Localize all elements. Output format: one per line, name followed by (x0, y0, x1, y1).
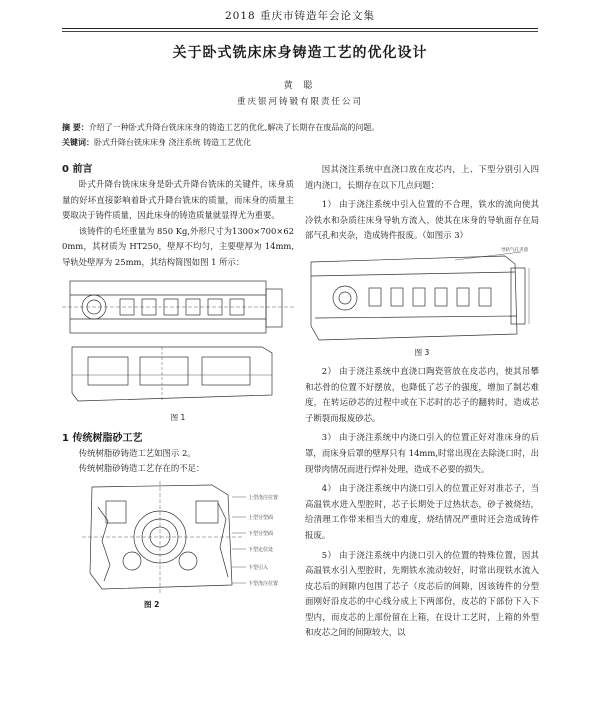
figure-2-label-6: 下型浇注位置 (248, 580, 279, 587)
author: 黄 聪 (283, 81, 317, 91)
right-paragraph-2: 1） 由于浇注系统中引入位置的不合理，铁水的流向使其冷铁水和杂质往床身导轨方流入，使其在床身的导轨面存在局部气孔和夹杂，造成铸件报废。（如图示 3） (305, 199, 539, 241)
right-paragraph-3: 2） 由于浇注系统中直浇口陶瓷管放在皮芯内，使其吊攀和芯骨的位置不好摆放，也降低了芯子的强度，增加了制芯难度，在转运砂芯的过程中或在下芯时的芯子的翻转时，造成芯子断裂而报废砂芯。 (305, 365, 539, 423)
section-0-paragraph-2: 该铸件的毛坯重量为 850 Kg,外形尺寸为1300×700×620mm，其材质为 HT250，壁厚不均匀，主要壁厚为 14mm,导轨处壁厚为 25mm，其结构简图如图 1 所示： (62, 225, 294, 267)
right-paragraph-6: 5） 由于浇注系统中内浇口引入的位置的特殊位置，因其高温铁水引入型腔时，先期铁水流动较好，时常出现铁水流入皮芯后的间隙内包围了芯子（皮芯后的间隙，因该铸件的分型面刚好沿皮芯的中心线分成上下两部份，皮芯的下部份下入下型内，而皮芯的上部份留在上箱，在设计工艺时，上箱的外型和皮芯之间的间隙较大，以 (305, 549, 539, 638)
right-paragraph-1: 因其浇注系统中直浇口放在皮芯内，上、下型分别引入四道内浇口，长期存在以下几点问题： (305, 164, 539, 190)
figure-3-caption: 图 3 (414, 347, 430, 357)
figure-3-drawing (305, 246, 539, 346)
keywords (62, 137, 542, 149)
section-1-paragraph-1: 传统树脂砂铸造工艺如图示 2。 (78, 447, 196, 458)
section-1-paragraph-2: 传统树脂砂铸造工艺存在的不足： (78, 463, 205, 474)
figure-1-drawing (62, 275, 294, 411)
figure-3 (305, 246, 539, 346)
running-header: 2018 重庆市铸造年会论文集 (224, 10, 376, 22)
figure-2 (62, 477, 294, 599)
figure-2-label-1: 上型浇注位置 (248, 494, 279, 501)
keywords-label: 关键词： (62, 138, 94, 147)
figure-2-label-5: 下型引入 (248, 564, 269, 571)
affiliation: 重庆银河铸锻有限责任公司 (236, 97, 363, 107)
article-title: 关于卧式铣床床身铸造工艺的优化设计 (172, 45, 428, 61)
section-1-title: 1 传统树脂砂工艺 (62, 432, 143, 444)
figure-2-label-2: 上型分型面 (248, 514, 274, 521)
section-0-title: 0 前言 (62, 164, 93, 175)
keywords-text: 卧式升降台铣床床身 浇注系统 铸造工艺优化 (94, 138, 252, 147)
figure-3-label: 导轨气孔夹渣 (501, 247, 528, 253)
header-rule (62, 28, 538, 29)
figure-1 (62, 275, 294, 411)
section-0-paragraph-1: 卧式升降台铣床床身是卧式升降台铣床的关键件，床身质量的好坏直接影响着卧式升降台铣床的质量，而床身的质量主要取决于铸件质量，因此床身的铸造质量就显得尤为重要。 (62, 179, 294, 221)
abstract-label: 摘 要： (62, 123, 89, 132)
right-paragraph-5: 4） 由于浇注系统中内浇口引入的位置正好对准芯子，当高温铁水进入型腔时，芯子长期处于过热状态，砂子被烧结，给清理工作带来相当大的难度，烧结情况严重时还会造成铸件报废。 (305, 483, 539, 540)
figure-2-label-3: 下型分型面 (248, 530, 274, 537)
figure-2-label-4: 下型定位处 (248, 546, 274, 553)
right-paragraph-4: 3） 由于浇注系统中内浇口引入的位置正好对准床身的后罩，而床身后罩的壁厚只有 14mm,时常出现在去除浇口时，出现带肉情况而进行焊补处理，造成不必要的损失。 (305, 432, 539, 474)
abstract (62, 122, 542, 134)
figure-1-caption: 图 1 (170, 412, 186, 422)
right-column (305, 162, 539, 641)
header-rule-thin (62, 31, 538, 32)
figure-2-caption: 图 2 (144, 599, 160, 609)
abstract-text: 介绍了一种卧式升降台铣床床身的铸造工艺的优化,解决了长期存在废品高的问题。 (88, 123, 380, 132)
figure-2-drawing (62, 477, 294, 599)
left-column (62, 162, 294, 610)
